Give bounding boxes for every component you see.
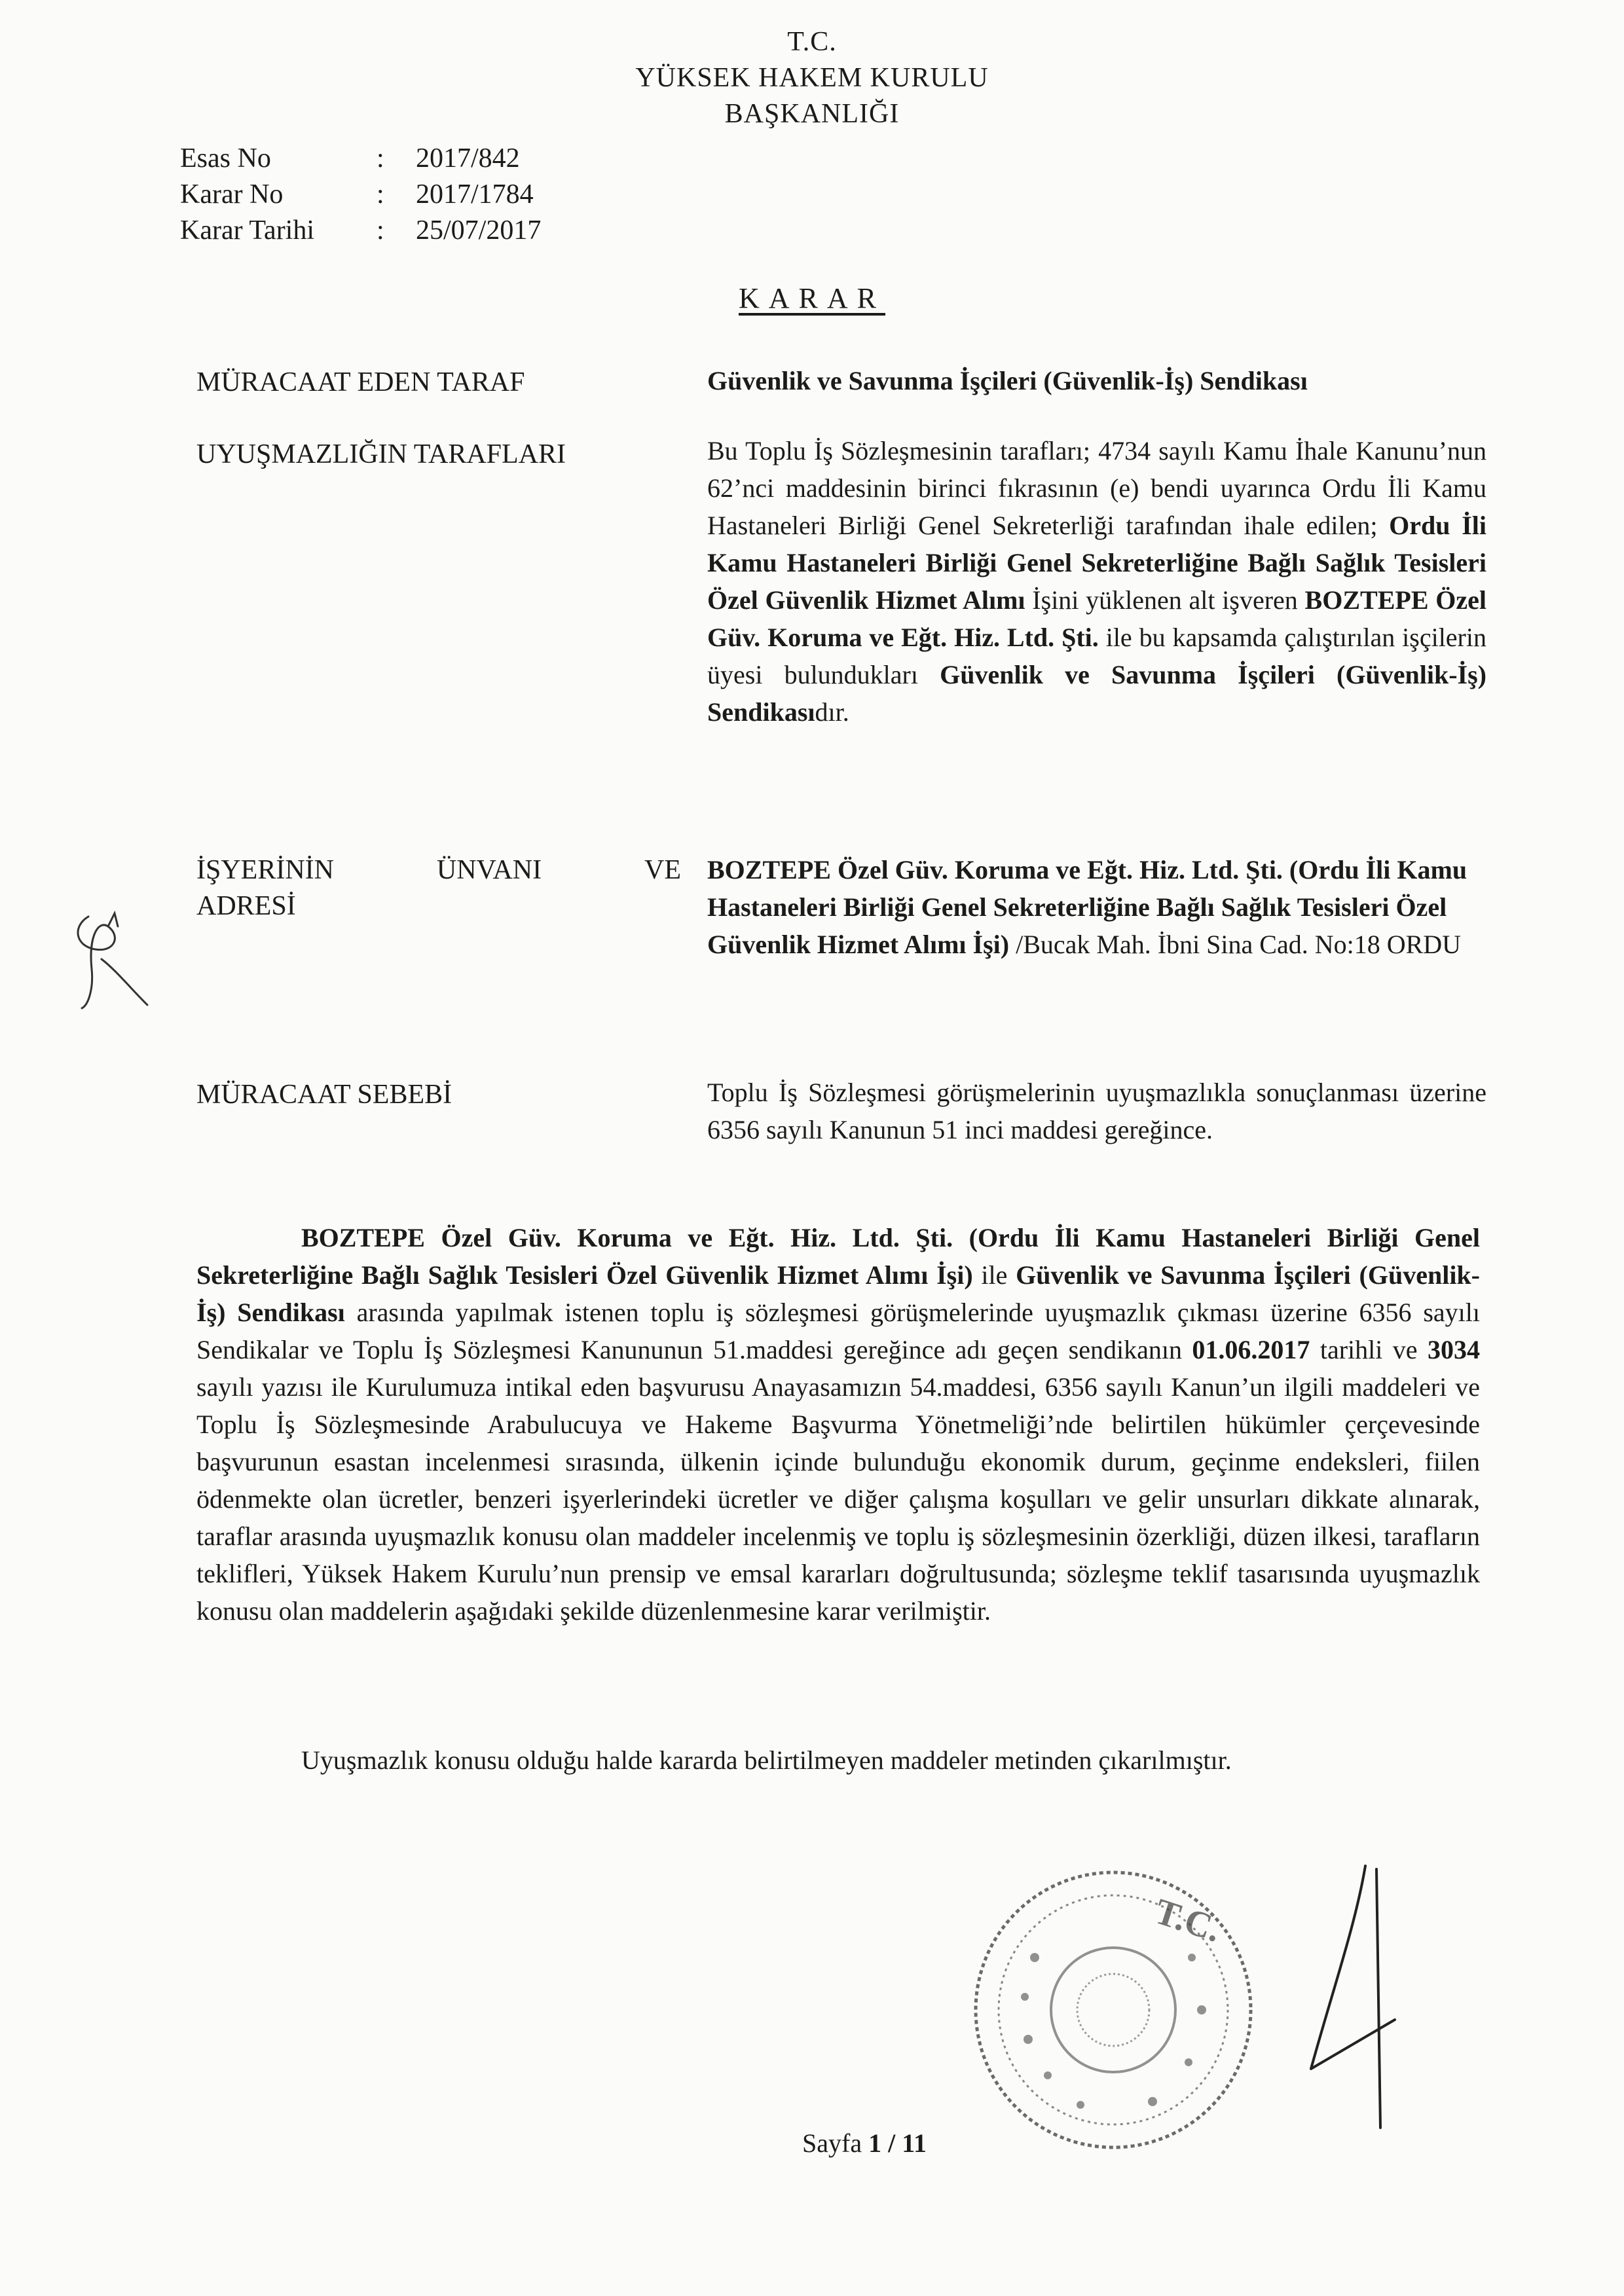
decision-text-1: ile [972,1260,1016,1290]
page-prefix: Sayfa [802,2128,869,2158]
decision-bold-2: Güvenlik ve Savunma İşçileri (Güvenlik-İş) Sendikası [196,1260,1480,1327]
workplace-name: BOZTEPE Özel Güv. Koruma ve Eğt. Hiz. Ltd. Şti. (Ordu İli Kamu Hastaneleri Birliği Genel Sekreterliğine Bağlı Sağlık Tesisleri Özel Güvenlik Hizmet Alımı İşi) [707,855,1467,959]
meta-colon: : [377,215,384,246]
meta-esas-label: Esas No [180,143,271,173]
reason-label: MÜRACAAT SEBEBİ [196,1080,452,1110]
decision-paragraph [196,1219,1480,1630]
meta-esas-value: 2017/842 [416,143,520,173]
parties-label: UYUŞMAZLIĞIN TARAFLARI [196,439,566,469]
meta-date-row [180,215,541,246]
workplace-label-c: VE [644,855,681,885]
handwritten-margin-mark [62,897,160,1015]
workplace-label-d: ADRESİ [196,891,296,921]
parties-bold-1: Ordu İli Kamu Hastaneleri Birliği Genel Sekreterliğine Bağlı Sağlık Tesisleri Özel Güvenlik Hizmet Alımı [707,511,1487,615]
parties-text-3: ile bu kapsamda çalıştırılan işçilerin üyesi bulundukları [707,623,1486,689]
stamp-text: T.C. [1149,1891,1226,1950]
parties-value [707,432,1486,731]
parties-bold-2: BOZTEPE Özel Güv. Koruma ve Eğt. Hiz. Ltd. Şti. [707,585,1486,652]
workplace-address: /Bucak Mah. İbni Sina Cad. No:18 ORDU [1009,930,1462,959]
page-number: 1 / 11 [868,2128,927,2158]
meta-colon: : [377,179,384,210]
meta-colon: : [377,143,384,173]
decision-text-4: sayılı yazısı ile Kurulumuza intikal eden başvurusu Anayasamızın 54.maddesi, 6356 sayılı Kanun’un ilgili maddeleri ve Toplu İş Sözleşmesinde Arabulucuya ve Hakeme Başvurma Yönetmeliği’nde belirtilen hükümler çerçevesinde başvurunun esastan incelenmesi sırasında, ülkenin içinde bulunduğu ekonomik durum, geçinme endeksleri, fiilen ödenmekte olan ücretler, benzeri işyerlerindeki ücretler ve diğer çalışma koşulları ve gelir unsurları dikkate alınarak, taraflar arasında uyuşmazlık konusu olan maddeler incelenmiş ve toplu iş sözleşmesinin özerkliği, düzen ilkesi, tarafların teklifleri, Yüksek Hakem Kurulu’nun prensip ve emsal kararları doğrultusunda; sözleşme teklif tasarısında uyuşmazlık konusu olan maddelerin aşağıdaki şekilde düzenlenmesine karar verilmiştir. [196,1372,1480,1626]
workplace-value [707,851,1486,963]
parties-text-1: Bu Toplu İş Sözleşmesinin tarafları; 4734 sayılı Kamu İhale Kanunu’nun 62’nci maddesinin birinci fıkrasının (e) bendi uyarınca Ordu İli Kamu Hastaneleri Birliği Genel Sekreterliği tarafından ihale edilen; [707,436,1486,540]
workplace-label-a: İŞYERİNİN [196,855,334,885]
applicant-label: MÜRACAAT EDEN TARAF [196,367,525,397]
handwritten-page-number [1303,1853,1408,2134]
meta-date-value: 25/07/2017 [416,215,542,246]
page-footer [802,2128,927,2159]
parties-text-2: İşini yüklenen alt işveren [1025,585,1305,615]
parties-bold-3: Güvenlik ve Savunma İşçileri (Güvenlik-İş) Sendikası [707,660,1486,727]
reason-value: Toplu İş Sözleşmesi görüşmelerinin uyuşmazlıkla sonuçlanması üzerine 6356 sayılı Kanunun 51 inci maddesi gereğince. [707,1078,1486,1144]
applicant-value [707,362,1486,399]
meta-esas-row [180,143,520,174]
closing-note: Uyuşmazlık konusu olduğu halde kararda belirtilmeyen maddeler metinden çıkarılmıştır. [301,1745,1232,1775]
decision-bold-1: BOZTEPE Özel Güv. Koruma ve Eğt. Hiz. Ltd. Şti. (Ordu İli Kamu Hastaneleri Birliği Genel Sekreterliğine Bağlı Sağlık Tesisleri Özel Güvenlik Hizmet Alımı İşi) [196,1223,1480,1290]
decision-text-2: arasında yapılmak istenen toplu iş sözleşmesi görüşmelerinde uyuşmazlık çıkması üzerine 6356 sayılı Sendikalar ve Toplu İş Sözleşmesi Kanununun 51.maddesi gereğince adı geçen sendikanın [196,1298,1481,1364]
decision-text-3: tarihli ve [1310,1335,1428,1364]
header-tc: T.C. [787,27,837,57]
official-stamp [963,1859,1264,2160]
header-institution: YÜKSEK HAKEM KURULU [635,63,989,93]
decision-bold-3: 01.06.2017 [1192,1335,1310,1364]
decision-bold-4: 3034 [1428,1335,1480,1364]
parties-text-4: dır. [815,697,849,727]
meta-karar-value: 2017/1784 [416,179,534,210]
applicant-name: Güvenlik ve Savunma İşçileri (Güvenlik-İş) Sendikası [707,366,1308,395]
workplace-label-b: ÜNVANI [436,855,542,885]
workplace-label-row [196,854,681,886]
document-title: KARAR [738,282,886,314]
meta-date-label: Karar Tarihi [180,215,315,246]
meta-karar-label: Karar No [180,179,284,210]
header-presidency: BAŞKANLIĞI [724,99,900,129]
meta-karar-row [180,179,534,210]
